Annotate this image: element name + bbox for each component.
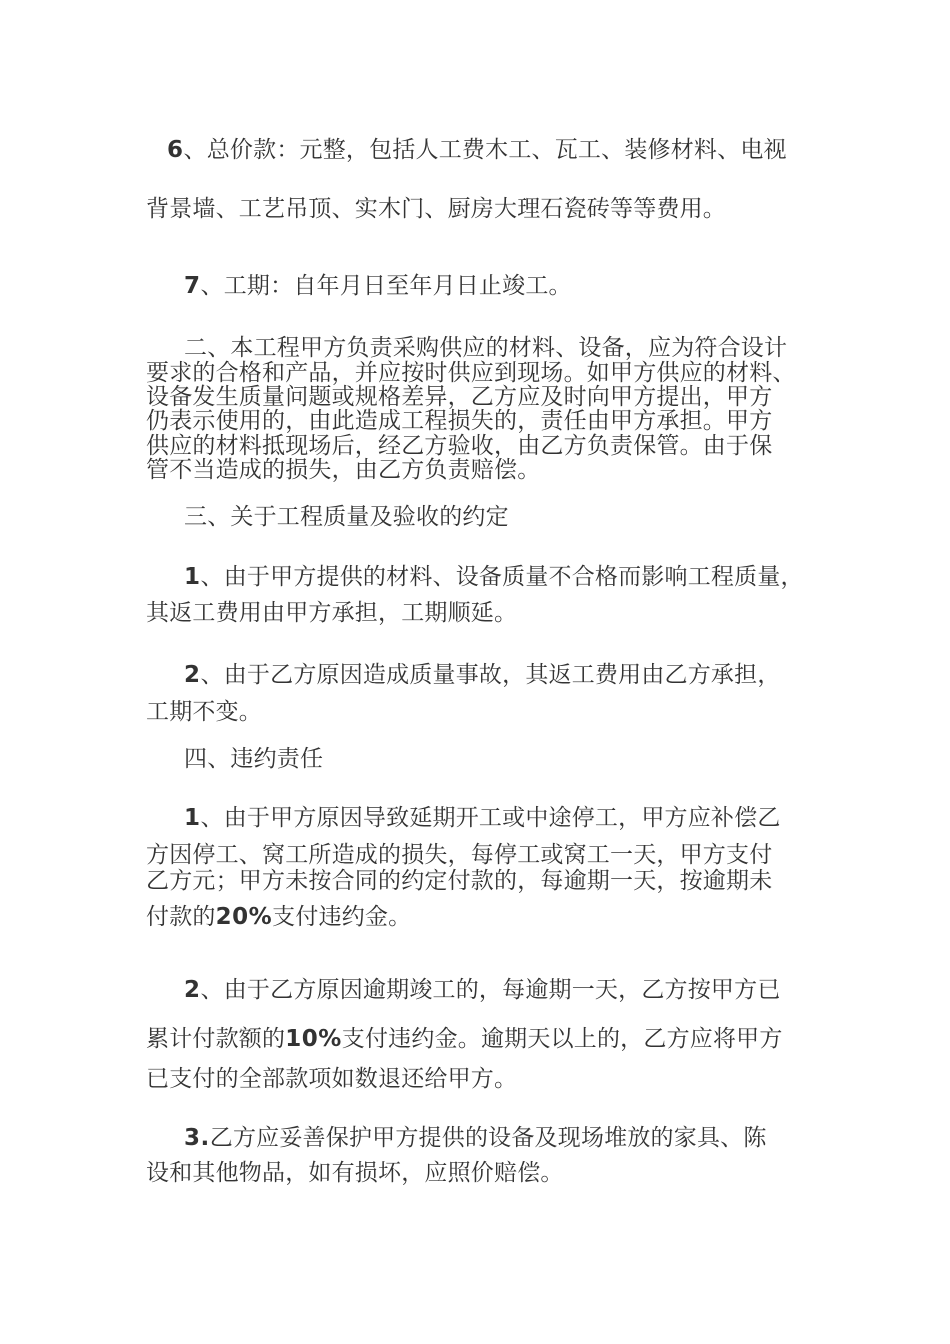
clause-number: 6 [167, 137, 184, 163]
section-3-item-1-line-2: 其返工费用由甲方承担，工期顺延。 [146, 600, 518, 626]
section-4-item-2-line-2 [146, 1024, 783, 1054]
section-4-item-1-line-3: 乙方元；甲方未按合同的约定付款的，每逾期一天，按逾期未 [146, 868, 773, 894]
clause-text: 支付违约金。逾期天以上的，乙方应将甲方 [341, 1026, 783, 1052]
clause-text: 、由于乙方原因逾期竣工的，每逾期一天，乙方按甲方已 [200, 977, 781, 1003]
percentage-value: 20% [215, 904, 273, 930]
clause-number: 1 [184, 564, 201, 590]
section-4-item-3-line-1 [184, 1123, 767, 1153]
section-3-item-2-line-1 [184, 660, 781, 690]
clause-number: 2 [184, 662, 201, 688]
section-4-item-3-line-2: 设和其他物品，如有损坏，应照价赔偿。 [146, 1160, 564, 1186]
clause-text: 累计付款额的 [146, 1026, 286, 1052]
clause-text: 付款的 [146, 904, 216, 930]
section-4-item-2-line-1 [184, 975, 781, 1005]
clause-text: 支付违约金。 [272, 904, 412, 930]
clause-text: 、总价款：元整，包括人工费木工、瓦工、装修材料、电视 [183, 137, 787, 163]
clause-6-line-2: 背景墙、工艺吊顶、实木门、厨房大理石瓷砖等等费用。 [146, 196, 726, 222]
clause-number: 2 [184, 977, 201, 1003]
section-3-item-2-line-2: 工期不变。 [146, 699, 262, 725]
percentage-value: 10% [285, 1026, 342, 1052]
section-2-line-6: 管不当造成的损失，由乙方负责赔偿。 [146, 457, 541, 483]
clause-text: 、工期：自年月日至年月日止竣工。 [200, 273, 572, 299]
section-2-line-3: 设备发生质量问题或规格差异，乙方应及时向甲方提出，甲方 [146, 384, 773, 410]
clause-text: 、由于甲方原因导致延期开工或中途停工，甲方应补偿乙 [200, 805, 781, 831]
clause-text: 、由于乙方原因造成质量事故，其返工费用由乙方承担， [200, 662, 781, 688]
section-2-line-2: 要求的合格和产品，并应按时供应到现场。如甲方供应的材料、 [146, 360, 796, 386]
section-2-line-1: 二、本工程甲方负责采购供应的材料、设备，应为符合设计 [184, 335, 788, 361]
section-3-title: 三、关于工程质量及验收的约定 [184, 504, 509, 530]
clause-7-line-1 [184, 271, 572, 301]
section-4-item-2-line-3: 已支付的全部款项如数退还给甲方。 [146, 1066, 518, 1092]
clause-number: 3. [184, 1125, 210, 1151]
section-4-item-1-line-4 [146, 902, 411, 932]
clause-number: 7 [184, 273, 201, 299]
section-4-title: 四、违约责任 [184, 746, 324, 772]
clause-number: 1 [184, 805, 201, 831]
clause-text: 、由于甲方提供的材料、设备质量不合格而影响工程质量， [200, 564, 804, 590]
section-3-item-1-line-1 [184, 562, 804, 592]
section-2-line-4: 仍表示使用的，由此造成工程损失的，责任由甲方承担。甲方 [146, 408, 773, 434]
clause-6-line-1 [167, 135, 787, 165]
section-4-item-1-line-1 [184, 803, 781, 833]
section-2-line-5: 供应的材料抵现场后，经乙方验收，由乙方负责保管。由于保 [146, 433, 773, 459]
section-4-item-1-line-2: 方因停工、窝工所造成的损失，每停工或窝工一天，甲方支付 [146, 842, 773, 868]
clause-text: 乙方应妥善保护甲方提供的设备及现场堆放的家具、陈 [209, 1125, 767, 1151]
